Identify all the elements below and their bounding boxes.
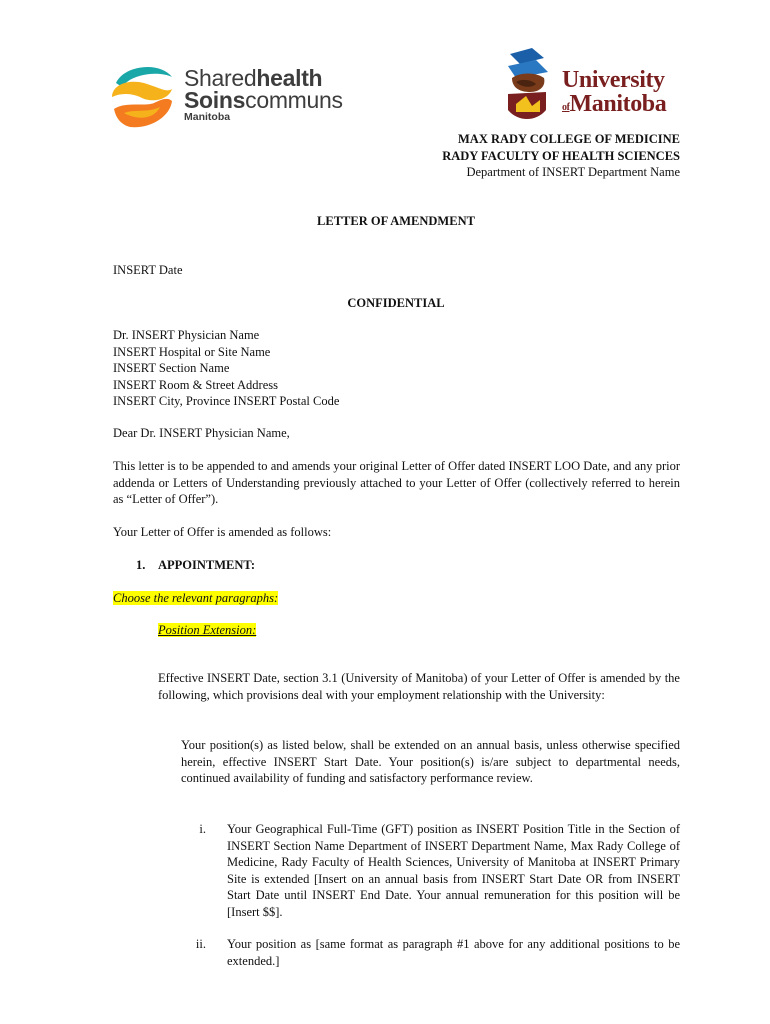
list-item-text: Your position as [same format as paragraph #1 above for any additional positions to be extended.]: [227, 937, 680, 968]
shared-health-logo: [110, 63, 343, 133]
list-item-text: Your Geographical Full-Time (GFT) position as INSERT Position Title in the Section of INSERT Section Name Department of INSERT Department Name, Max Rady College of Medicine, Rady Faculty of Health Sciences, University of Manitoba at INSERT Primary Site is extended [Insert on an annual basis from INSERT Start Date OR from INSERT Start Date until INSERT End Date. Your annual remuneration for this position will be [Insert $$].: [227, 822, 680, 919]
letter-title: LETTER OF AMENDMENT: [317, 214, 475, 228]
list-item-number: ii.: [195, 937, 206, 951]
department-name: Department of INSERT Department Name: [466, 165, 680, 179]
salutation: Dear Dr. INSERT Physician Name,: [113, 426, 290, 440]
address-line: INSERT Hospital or Site Name: [113, 344, 271, 359]
shared-health-emblem-icon: [110, 63, 176, 131]
effective-paragraph: Effective INSERT Date, section 3.1 (University of Manitoba) of your Letter of Offer is amended by the following, which provisions deal with your employment relationship with the University:: [158, 671, 680, 702]
section-title: APPOINTMENT:: [158, 558, 255, 572]
position-extension-heading: Position Extension:: [158, 623, 257, 637]
address-line: INSERT City, Province INSERT Postal Code: [113, 394, 340, 408]
college-name: MAX RADY COLLEGE OF MEDICINE: [458, 132, 680, 146]
amended-intro: Your Letter of Offer is amended as follows:: [113, 525, 332, 539]
confidential-label: CONFIDENTIAL: [347, 296, 445, 310]
section-number: 1.: [136, 558, 146, 572]
address-block: [113, 327, 339, 410]
university-wordmark: University ofManitoba: [562, 67, 667, 117]
letter-date: INSERT Date: [113, 263, 183, 277]
positions-paragraph: Your position(s) as listed below, shall be extended on an annual basis, unless otherwise specified herein, effective INSERT Start Date. Your position(s) is/are subject to departmental needs, continued availability of funding and satisfactory performance review.: [181, 738, 680, 785]
intro-paragraph: This letter is to be appended to and amends your original Letter of Offer dated INSERT LOO Date, and any prior addenda or Letters of Understanding previously attached to your Letter of Offer (collectively referred to herein as “Letter of Offer”).: [113, 459, 680, 506]
university-of-manitoba-logo: [506, 48, 681, 130]
address-line: INSERT Room & Street Address: [113, 377, 278, 392]
shared-health-wordmark: Sharedhealth Soinscommuns Manitoba: [184, 65, 343, 123]
faculty-name: RADY FACULTY OF HEALTH SCIENCES: [442, 149, 680, 163]
instruction-note: Choose the relevant paragraphs:: [113, 591, 279, 605]
address-line: Dr. INSERT Physician Name: [113, 328, 260, 342]
bison-shield-icon: [506, 48, 552, 128]
address-line: INSERT Section Name: [113, 361, 230, 375]
list-item-number: i.: [199, 822, 206, 836]
